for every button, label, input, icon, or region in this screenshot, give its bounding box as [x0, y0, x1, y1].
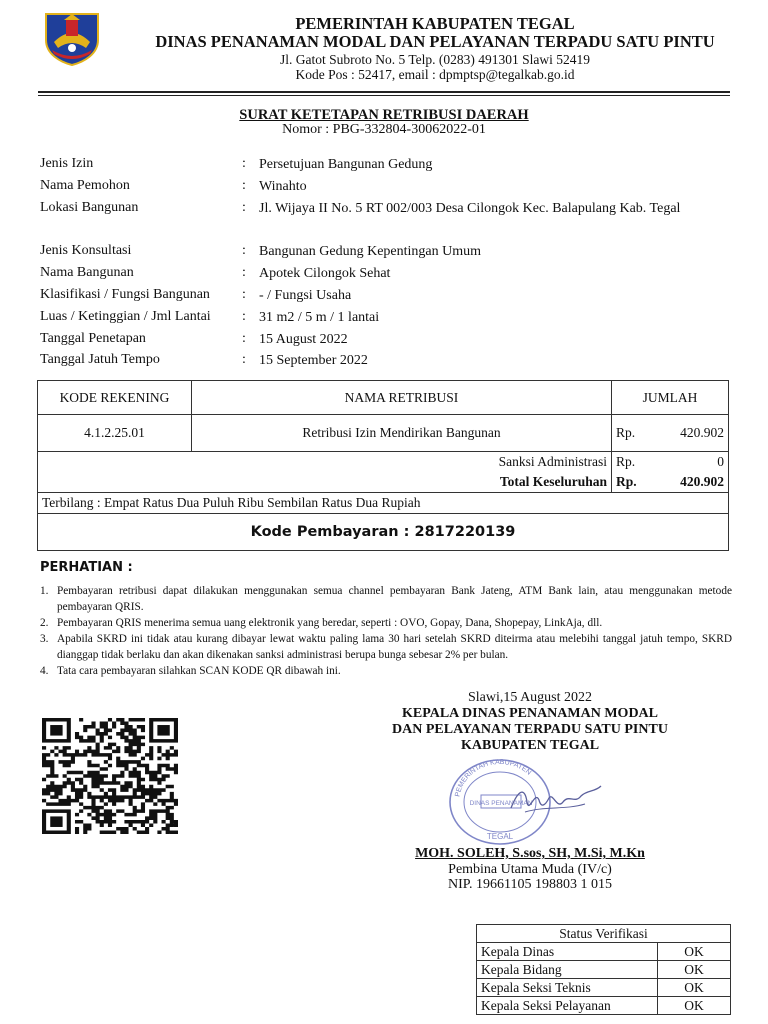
verification-header-row	[477, 925, 731, 943]
notice-title: PERHATIAN :	[40, 560, 133, 575]
field-colon: :	[242, 243, 246, 258]
field-colon: :	[242, 309, 246, 324]
verification-status: OK	[658, 961, 731, 979]
signatory-title: DAN PELAYANAN TERPADU SATU PINTU	[392, 722, 668, 737]
field-label-tanggal-jatuh-tempo: Tanggal Jatuh Tempo	[40, 352, 160, 367]
verification-status: OK	[658, 997, 731, 1015]
field-colon: :	[242, 352, 246, 367]
verification-status: OK	[658, 979, 731, 997]
signatory-title: KABUPATEN TEGAL	[460, 738, 600, 753]
cell-jumlah	[612, 415, 729, 452]
signatory-title: KEPALA DINAS PENANAMAN MODAL	[401, 706, 659, 721]
header-contact: Kode Pos : 52417, email : dpmptsp@tegalkab.go.id	[295, 67, 575, 82]
payment-code-row	[38, 514, 729, 551]
field-label-nama-pemohon: Nama Pemohon	[40, 178, 130, 193]
qr-code[interactable]	[42, 718, 178, 834]
qr-finder-pattern	[42, 718, 71, 743]
signatory-rank: Pembina Utama Muda (IV/c)	[448, 862, 612, 877]
list-text: Pembayaran QRIS menerima semua uang elektronik yang beredar, seperti : OVO, Gopay, Dana, Shopepay, LinkAja, dll.	[57, 617, 603, 629]
signatory-nip: NIP. 19661105 198803 1 015	[448, 877, 612, 892]
signatory-name-text: MOH. SOLEH, S.sos, SH, M.Si, M.Kn	[415, 846, 645, 861]
list-item	[40, 583, 732, 615]
list-item	[40, 663, 732, 679]
signatory-name	[345, 846, 715, 862]
total-amount	[612, 472, 729, 493]
field-label-nama-bangunan: Nama Bangunan	[40, 265, 134, 280]
list-item	[40, 615, 732, 631]
field-value-jenis-izin: Persetujuan Bangunan Gedung	[259, 157, 433, 172]
verification-status: OK	[658, 943, 731, 961]
list-text: Apabila SKRD ini tidak atau kurang dibayar lewat waktu paling lama 30 hari setelah SKRD diteirma atau melebihi tanggal jatuh tempo, SKRD dianggap tidak berlaku dan akan dikenakan sanksi administrasi berupa bunga sebesar 2% per bulan.	[57, 633, 732, 661]
header-agency: DINAS PENANAMAN MODAL DAN PELAYANAN TERPADU SATU PINTU	[155, 32, 715, 51]
field-label-klasifikasi: Klasifikasi / Fungsi Bangunan	[40, 287, 210, 302]
list-text: Pembayaran retribusi dapat dilakukan menggunakan semua channel pembayaran Bank Jateng, ATM Bank lain, atau menggunakan metode pembayaran QRIS.	[57, 585, 732, 613]
header-government: PEMERINTAH KABUPATEN TEGAL	[295, 14, 575, 33]
field-label-tanggal-penetapan: Tanggal Penetapan	[40, 331, 146, 346]
amount-value: 420.902	[680, 425, 724, 440]
field-value-klasifikasi: - / Fungsi Usaha	[259, 288, 352, 303]
field-colon: :	[242, 287, 246, 302]
table-row	[477, 943, 731, 961]
field-value-nama-pemohon: Winahto	[259, 179, 307, 194]
field-colon: :	[242, 331, 246, 346]
terbilang-row	[38, 493, 729, 514]
field-value-tanggal-penetapan: 15 August 2022	[259, 332, 348, 347]
verification-label: Kepala Seksi Pelayanan	[477, 997, 658, 1015]
field-value-nama-bangunan: Apotek Cilongok Sehat	[259, 266, 391, 281]
field-colon: :	[242, 265, 246, 280]
cell-kode-rekening: 4.1.2.25.01	[38, 415, 192, 452]
list-item	[40, 631, 732, 663]
field-colon: :	[242, 156, 246, 171]
table-header-row	[38, 381, 729, 415]
sanksi-row	[38, 452, 729, 473]
document-number: Nomor : PBG-332804-30062022-01	[282, 122, 486, 137]
qr-finder-pattern	[149, 718, 178, 743]
currency-label: Rp.	[616, 474, 637, 489]
field-label-jenis-izin: Jenis Izin	[40, 156, 94, 171]
regency-logo	[40, 10, 104, 66]
table-row	[38, 415, 729, 452]
field-value-jenis-konsultasi: Bangunan Gedung Kepentingan Umum	[259, 244, 482, 259]
retribution-table	[37, 380, 729, 551]
header-address: Jl. Gatot Subroto No. 5 Telp. (0283) 491301 Slawi 52419	[279, 52, 591, 67]
qr-finder-pattern	[42, 809, 71, 834]
payment-code: Kode Pembayaran : 2817220139	[38, 514, 729, 551]
list-number: 2.	[40, 617, 49, 629]
terbilang-text: Terbilang : Empat Ratus Dua Puluh Ribu Sembilan Ratus Dua Rupiah	[38, 493, 729, 514]
field-value-lokasi-bangunan: Jl. Wijaya II No. 5 RT 002/003 Desa Cilongok Kec. Balapulang Kab. Tegal	[259, 201, 681, 216]
total-value: 420.902	[680, 474, 724, 489]
signature-place-date: Slawi,15 August 2022	[467, 690, 593, 705]
verification-title: Status Verifikasi	[477, 925, 731, 943]
document-title-text: SURAT KETETAPAN RETRIBUSI DAERAH	[239, 107, 529, 123]
verification-label: Kepala Bidang	[477, 961, 658, 979]
header-divider	[38, 91, 730, 93]
total-label: Total Keseluruhan	[38, 472, 612, 493]
sanksi-label: Sanksi Administrasi	[38, 452, 612, 473]
list-number: 4.	[40, 665, 49, 677]
table-row	[477, 979, 731, 997]
column-header-nama: NAMA RETRIBUSI	[192, 381, 612, 415]
field-colon: :	[242, 200, 246, 215]
column-header-kode: KODE REKENING	[38, 381, 192, 415]
verification-table	[476, 924, 731, 1015]
list-text: Tata cara pembayaran silahkan SCAN KODE QR dibawah ini.	[57, 665, 341, 677]
cell-nama-retribusi: Retribusi Izin Mendirikan Bangunan	[192, 415, 612, 452]
currency-label: Rp.	[616, 454, 636, 469]
stamp-text: DINAS PENANAMAN	[469, 800, 533, 807]
sanksi-amount	[612, 452, 729, 473]
total-row	[38, 472, 729, 493]
currency-label: Rp.	[616, 425, 636, 440]
verification-label: Kepala Dinas	[477, 943, 658, 961]
list-number: 1.	[40, 585, 49, 597]
list-number: 3.	[40, 633, 49, 645]
handwritten-signature	[505, 780, 605, 820]
stamp-text: PEMERINTAH KABUPATEN	[454, 758, 533, 798]
notice-list	[40, 583, 732, 679]
stamp-text: TEGAL	[486, 832, 514, 841]
column-header-jumlah: JUMLAH	[612, 381, 729, 415]
table-row	[477, 961, 731, 979]
field-label-luas: Luas / Ketinggian / Jml Lantai	[40, 309, 211, 324]
table-row	[477, 997, 731, 1015]
sanksi-value: 0	[717, 454, 724, 469]
field-label-lokasi-bangunan: Lokasi Bangunan	[40, 200, 139, 215]
field-label-jenis-konsultasi: Jenis Konsultasi	[40, 243, 132, 258]
verification-label: Kepala Seksi Teknis	[477, 979, 658, 997]
field-colon: :	[242, 178, 246, 193]
field-value-tanggal-jatuh-tempo: 15 September 2022	[259, 353, 368, 368]
header-divider-thin	[38, 95, 730, 96]
field-value-luas: 31 m2 / 5 m / 1 lantai	[259, 310, 380, 325]
